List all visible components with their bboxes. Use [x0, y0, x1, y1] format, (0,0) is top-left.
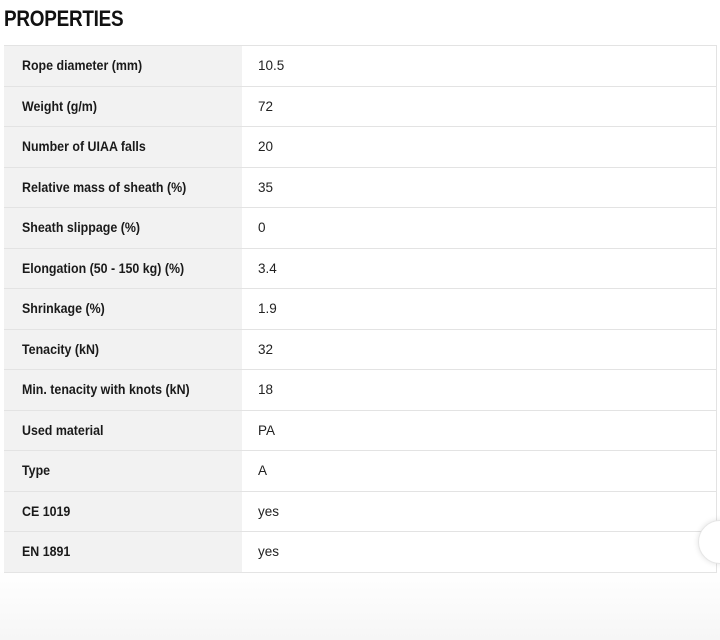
table-row: [4, 46, 717, 87]
property-label: [4, 86, 242, 127]
property-label-text: Shrinkage (%): [22, 301, 105, 317]
property-label: [4, 127, 242, 168]
table-row: [4, 410, 717, 451]
property-label-text: Min. tenacity with knots (kN): [22, 382, 190, 398]
property-value: 72: [242, 86, 717, 127]
property-label: [4, 491, 242, 532]
table-row: [4, 248, 717, 289]
property-value: 3.4: [242, 248, 717, 289]
table-row: [4, 167, 717, 208]
property-label: [4, 532, 242, 573]
property-value: PA: [242, 410, 717, 451]
bottom-fade: [0, 570, 720, 640]
property-label-text: Weight (g/m): [22, 98, 97, 114]
property-value: 1.9: [242, 289, 717, 330]
table-row: [4, 451, 717, 492]
property-label-text: Rope diameter (mm): [22, 58, 143, 74]
property-value: yes: [242, 532, 717, 573]
property-label-text: Type: [22, 463, 51, 479]
table-row: [4, 127, 717, 168]
property-label: [4, 329, 242, 370]
table-row: [4, 208, 717, 249]
property-label: [4, 289, 242, 330]
property-value: 10.5: [242, 46, 717, 87]
property-value: A: [242, 451, 717, 492]
property-label-text: EN 1891: [22, 544, 71, 560]
property-label: [4, 410, 242, 451]
property-label: [4, 370, 242, 411]
properties-table: [4, 45, 717, 573]
table-row: [4, 86, 717, 127]
property-label: [4, 451, 242, 492]
property-label: [4, 208, 242, 249]
property-value: 0: [242, 208, 717, 249]
property-label: [4, 248, 242, 289]
table-row: [4, 370, 717, 411]
property-label: [4, 46, 242, 87]
table-row: [4, 532, 717, 573]
property-label-text: Tenacity (kN): [22, 341, 100, 357]
table-row: [4, 289, 717, 330]
property-label-text: Relative mass of sheath (%): [22, 179, 187, 195]
page-title: PROPERTIES: [4, 6, 124, 31]
property-label: [4, 167, 242, 208]
property-label-text: CE 1019: [22, 503, 71, 519]
property-value: 18: [242, 370, 717, 411]
property-value: 20: [242, 127, 717, 168]
property-label-text: Sheath slippage (%): [22, 220, 141, 236]
property-value: yes: [242, 491, 717, 532]
property-label-text: Used material: [22, 422, 104, 438]
property-value: 32: [242, 329, 717, 370]
property-label-text: Elongation (50 - 150 kg) (%): [22, 260, 185, 276]
property-label-text: Number of UIAA falls: [22, 139, 146, 155]
table-row: [4, 491, 717, 532]
table-row: [4, 329, 717, 370]
property-value: 35: [242, 167, 717, 208]
